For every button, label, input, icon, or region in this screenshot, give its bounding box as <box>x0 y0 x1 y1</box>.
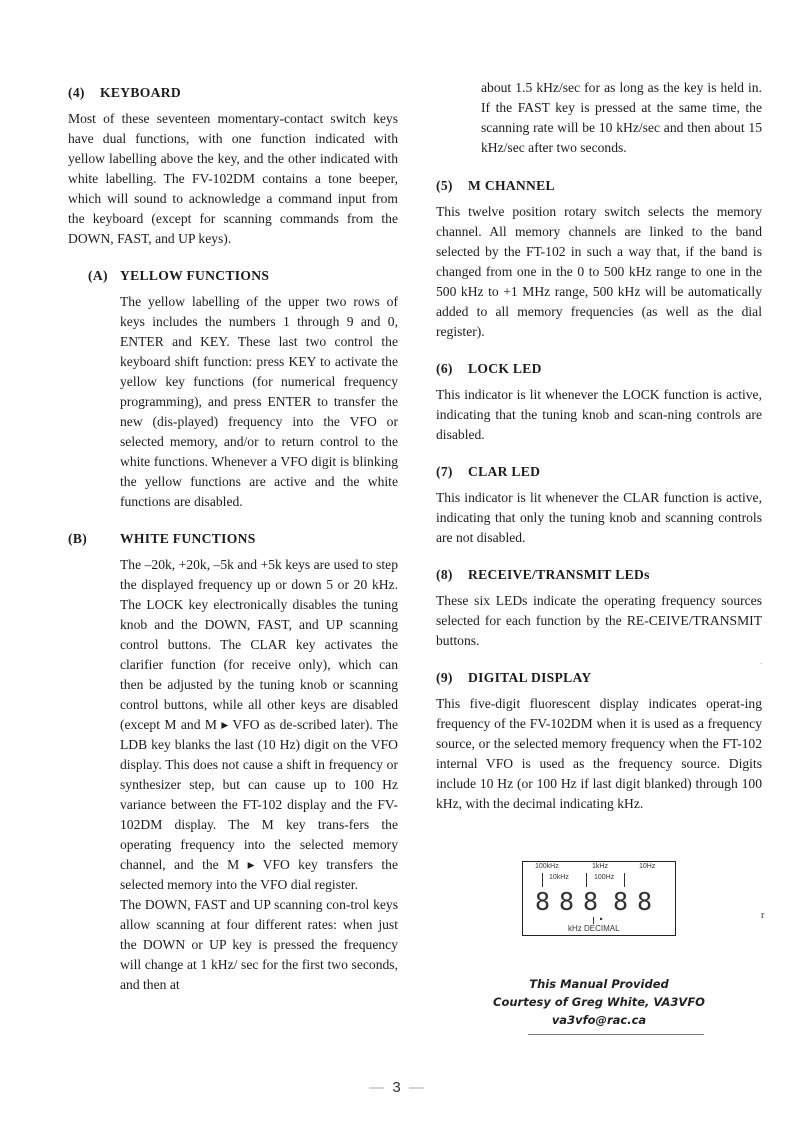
section-number: (7) <box>436 464 453 479</box>
section-title: WHITE FUNCTIONS <box>120 531 256 546</box>
section-body: This indicator is lit whenever the LOCK function is active, indicating that the tuning knob and scan-ning controls are disabled. <box>436 387 762 442</box>
section-digital-display <box>436 668 762 814</box>
label-100hz: 100Hz <box>594 874 615 881</box>
section-number: (B) <box>68 531 88 546</box>
section-title: M CHANNEL <box>468 178 555 193</box>
section-heading <box>436 359 762 379</box>
section-number: (9) <box>436 670 453 685</box>
display-digit: 8 <box>583 887 599 916</box>
credit-block <box>490 975 708 1029</box>
section-m-channel <box>436 176 762 342</box>
section-title: RECEIVE/TRANSMIT LEDs <box>468 567 650 582</box>
tick-line <box>542 873 543 887</box>
section-title: CLAR LED <box>468 464 541 479</box>
section-receive-transmit-leds <box>436 565 762 651</box>
section-body: Most of these seventeen momentary-contact switch keys have dual functions, with one function indicated with yellow labelling above the key, and the other indicated with white labelling. The FV-102DM contains a tone beeper, which will sound to acknowledge a command input from the keyboard (except for scanning commands from the DOWN, FAST, and UP keys). <box>68 111 398 246</box>
section-lock-led <box>436 359 762 445</box>
credit-line: This Manual Provided <box>529 977 669 991</box>
right-column <box>436 78 762 814</box>
decimal-point: . <box>599 907 604 924</box>
display-digit: 8 <box>559 887 575 916</box>
page-number-footer <box>0 1079 793 1096</box>
page-dash: — <box>369 1079 385 1096</box>
section-clar-led <box>436 462 762 548</box>
section-keyboard <box>68 83 398 249</box>
display-digit: 8 <box>613 887 629 916</box>
page-dash: — <box>408 1079 424 1096</box>
section-body: This twelve position rotary switch selects the memory channel. All memory channels are linked to the band selected by the FT-102 in such a way that, if the band is changed from one in the 0 to 500 kHz range to one in the 500 kHz to +1 MHz range, 500 kHz will be automatically added to all memory frequencies (as well as the dial register). <box>436 204 762 339</box>
continued-text: about 1.5 kHz/sec for as long as the key is held in. If the FAST key is pressed at the same time, the scanning rate will be 10 kHz/sec and then about 15 kHz/sec after two seconds. <box>481 80 762 155</box>
section-title: YELLOW FUNCTIONS <box>120 268 270 283</box>
tick-line <box>624 873 625 887</box>
section-yellow-functions <box>68 266 398 512</box>
section-body: The yellow labelling of the upper two rows of keys includes the numbers 1 through 9 and 0, ENTER and KEY. These last two control the keyboard shift function: press KEY to activate the yellow key functions (for numerical frequency programming), and press ENTER to transfer the new (dis-played) frequency into the VFO or selected memory, and/or to return control to the white functions. Whenever a VFO digit is blinking the yellow functions are active and the white functions are disabled. <box>120 294 398 509</box>
tick-line <box>593 917 594 924</box>
section-heading <box>436 462 762 482</box>
label-1khz: 1kHz <box>592 863 608 870</box>
decimal-label: kHz DECIMAL <box>568 924 620 933</box>
section-title: KEYBOARD <box>100 85 181 100</box>
section-body-continued: The DOWN, FAST and UP scanning con-trol keys allow scanning at four different rates: when just the DOWN or UP key is pressed the frequency will change at 1 kHz/ sec for the first two seconds, and then at <box>120 897 398 992</box>
section-heading <box>68 529 398 549</box>
section-white-functions <box>68 529 398 995</box>
section-number: (A) <box>88 268 108 283</box>
section-body: The –20k, +20k, –5k and +5k keys are used to step the displayed frequency up or down 5 or 20 kHz. The LOCK key electronically disables the tuning knob and the DOWN, FAST, and UP scanning control buttons. The CLAR key activates the clarifier function (for receive only), which can then be adjusted by the tuning knob or scanning control buttons, while all other keys are disabled (except M and M ▸ VFO as de-scribed later). The LDB key blanks the last (10 Hz) digit on the VFO display. This does not cause a shift in frequency or synthesizer step, but can cause up to 100 Hz variance between the FT-102 display and the FV-102DM display. The M key trans-fers the operating frequency into the selected memory channel, and the M ▸ VFO key transfers the selected memory into the VFO dial register. <box>120 557 398 892</box>
page-number: 3 <box>392 1079 401 1096</box>
section-heading <box>436 565 762 585</box>
display-digit: 8 <box>637 887 653 916</box>
section-heading <box>436 668 762 688</box>
divider <box>528 1034 704 1035</box>
section-title: LOCK LED <box>468 361 542 376</box>
display-figure <box>522 861 676 936</box>
section-heading <box>436 176 762 196</box>
label-10hz: 10Hz <box>639 863 656 870</box>
credit-line: Courtesy of Greg White, VA3VFO <box>493 995 705 1009</box>
section-number: (8) <box>436 567 453 582</box>
section-number: (4) <box>68 85 85 100</box>
section-number: (5) <box>436 178 453 193</box>
section-body: These six LEDs indicate the operating frequency sources selected for each function by the RE-CEIVE/TRANSMIT buttons. <box>436 593 762 648</box>
left-column <box>68 83 398 995</box>
display-digit: 8 <box>535 887 551 916</box>
label-100khz: 100kHz <box>535 863 559 870</box>
stray-mark: . <box>760 657 762 666</box>
section-title: DIGITAL DISPLAY <box>468 670 592 685</box>
label-10khz: 10kHz <box>549 874 569 881</box>
tick-line <box>586 873 587 887</box>
section-heading <box>68 83 398 103</box>
section-number: (6) <box>436 361 453 376</box>
section-body: This indicator is lit whenever the CLAR function is active, indicating that only the tuning knob and scanning controls are not disabled. <box>436 490 762 545</box>
stray-mark: r <box>761 910 765 921</box>
section-body: This five-digit fluorescent display indicates operat-ing frequency of the FV-102DM when it is used as a frequency source, or the selected memory frequency when the FT-102 internal VFO is used as the frequency source. Digits include 10 Hz (or 100 Hz if last digit blanked) through 100 kHz, with the decimal indicating kHz. <box>436 696 762 811</box>
section-heading <box>88 266 398 286</box>
credit-email: va3vfo@rac.ca <box>551 1013 647 1027</box>
